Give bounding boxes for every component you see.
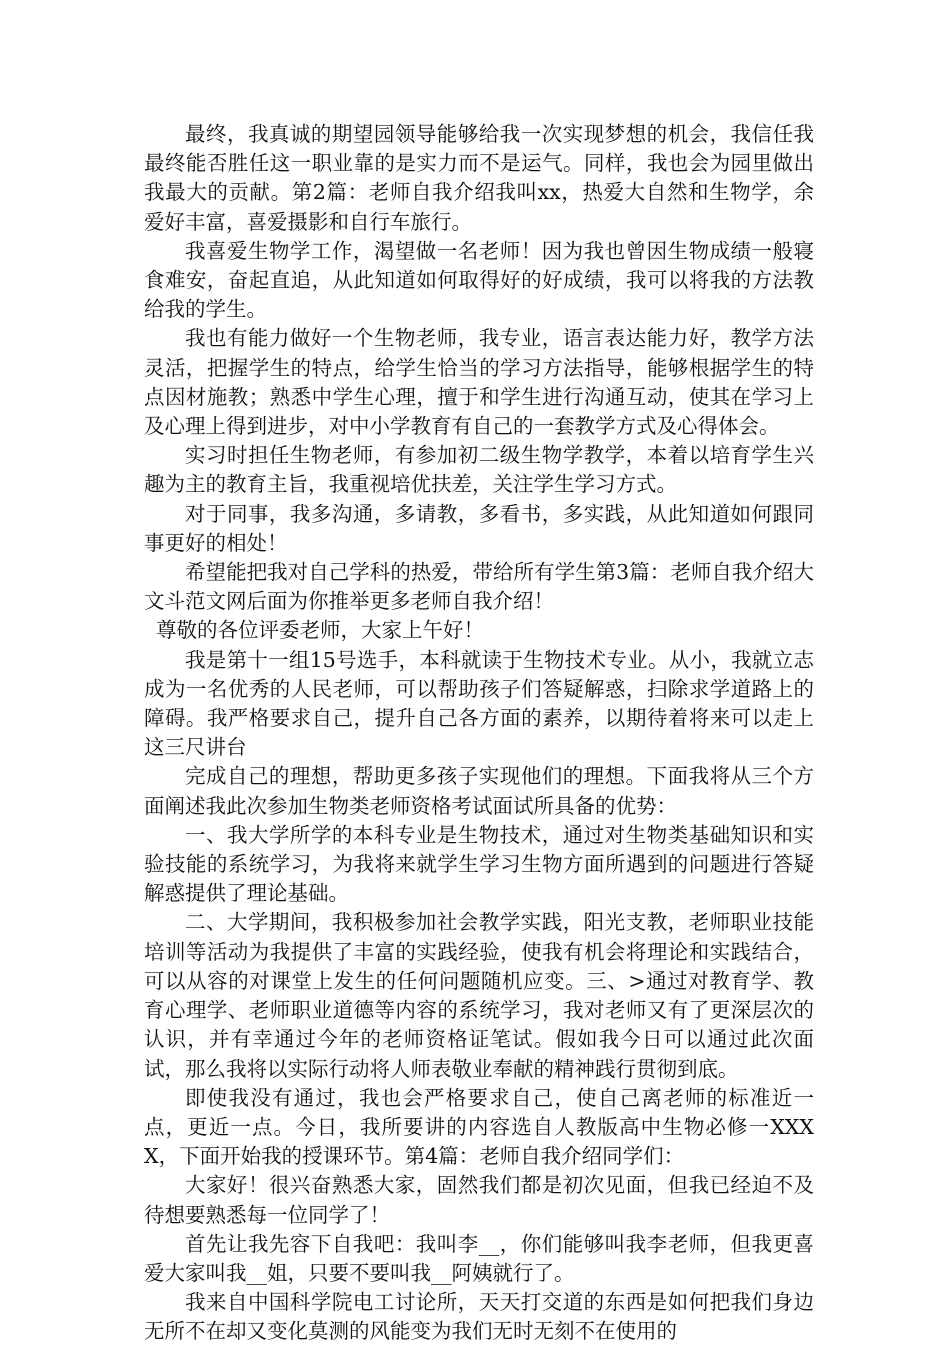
paragraph-15: 我来自中国科学院电工讨论所，天天打交道的东西是如何把我们身边无所不在却又变化莫测的风能变为我们无时无刻不在使用的 bbox=[144, 1290, 814, 1344]
paragraph-8: 我是第十一组15号选手，本科就读于生物技术专业。从小，我就立志成为一名优秀的人民老师，可以帮助孩子们答疑解惑，扫除求学道路上的障碍。我严格要求自己，提升自己各方面的素养，以期待着将来可以走上这三尺讲台 bbox=[144, 647, 814, 760]
paragraph-2: 我喜爱生物学工作，渴望做一名老师！因为我也曾因生物成绩一般寝食难安，奋起直追，从此知道如何取得好的好成绩，我可以将我的方法教给我的学生。 bbox=[144, 238, 814, 322]
paragraph-12: 即使我没有通过，我也会严格要求自己，使自己离老师的标准近一点，更近一点。今日，我所要讲的内容选自人教版高中生物必修一XXXX，下面开始我的授课环节。第4篇：老师自我介绍同学们： bbox=[144, 1085, 814, 1169]
paragraph-6: 希望能把我对自己学科的热爱，带给所有学生第3篇：老师自我介绍大文斗范文网后面为你推举更多老师自我介绍！ bbox=[144, 560, 814, 614]
paragraph-13: 大家好！很兴奋熟悉大家，固然我们都是初次见面，但我已经迫不及待想要熟悉每一位同学了！ bbox=[144, 1173, 814, 1227]
document-body bbox=[144, 120, 814, 1347]
paragraph-5: 对于同事，我多沟通，多请教，多看书，多实践，从此知道如何跟同事更好的相处！ bbox=[144, 501, 814, 555]
paragraph-14: 首先让我先容下自我吧：我叫李__，你们能够叫我李老师，但我更喜爱大家叫我__姐，只要不要叫我__阿姨就行了。 bbox=[144, 1231, 814, 1285]
paragraph-10: 一、我大学所学的本科专业是生物技术，通过对生物类基础知识和实验技能的系统学习，为我将来就学生学习生物方面所遇到的问题进行答疑解惑提供了理论基础。 bbox=[144, 822, 814, 906]
paragraph-3: 我也有能力做好一个生物老师，我专业，语言表达能力好，教学方法灵活，把握学生的特点，给学生恰当的学习方法指导，能够根据学生的特点因材施教；熟悉中学生心理，擅于和学生进行沟通互动，使其在学习上及心理上得到进步，对中小学教育有自己的一套教学方式及心得体会。 bbox=[144, 326, 814, 439]
greeting-line: 尊敬的各位评委老师，大家上午好！ bbox=[156, 618, 484, 643]
paragraph-9: 完成自己的理想，帮助更多孩子实现他们的理想。下面我将从三个方面阐述我此次参加生物类老师资格考试面试所具备的优势： bbox=[144, 764, 814, 818]
paragraph-11: 二、大学期间，我积极参加社会教学实践，阳光支教，老师职业技能培训等活动为我提供了丰富的实践经验，使我有机会将理论和实践结合，可以从容的对课堂上发生的任何问题随机应变。三、>通过对教育学、教育心理学、老师职业道德等内容的系统学习，我对老师又有了更深层次的认识，并有幸通过今年的老师资格证笔试。假如我今日可以通过此次面试，那么我将以实际行动将人师表敬业奉献的精神践行贯彻到底。 bbox=[144, 910, 814, 1081]
paragraph-1: 最终，我真诚的期望园领导能够给我一次实现梦想的机会，我信任我最终能否胜任这一职业靠的是实力而不是运气。同样，我也会为园里做出我最大的贡献。第2篇：老师自我介绍我叫xx，热爱大自然和生物学，余爱好丰富，喜爱摄影和自行车旅行。 bbox=[144, 122, 814, 234]
paragraph-4: 实习时担任生物老师，有参加初二级生物学教学，本着以培育学生兴趣为主的教育主旨，我重视培优扶差，关注学生学习方式。 bbox=[144, 443, 814, 497]
